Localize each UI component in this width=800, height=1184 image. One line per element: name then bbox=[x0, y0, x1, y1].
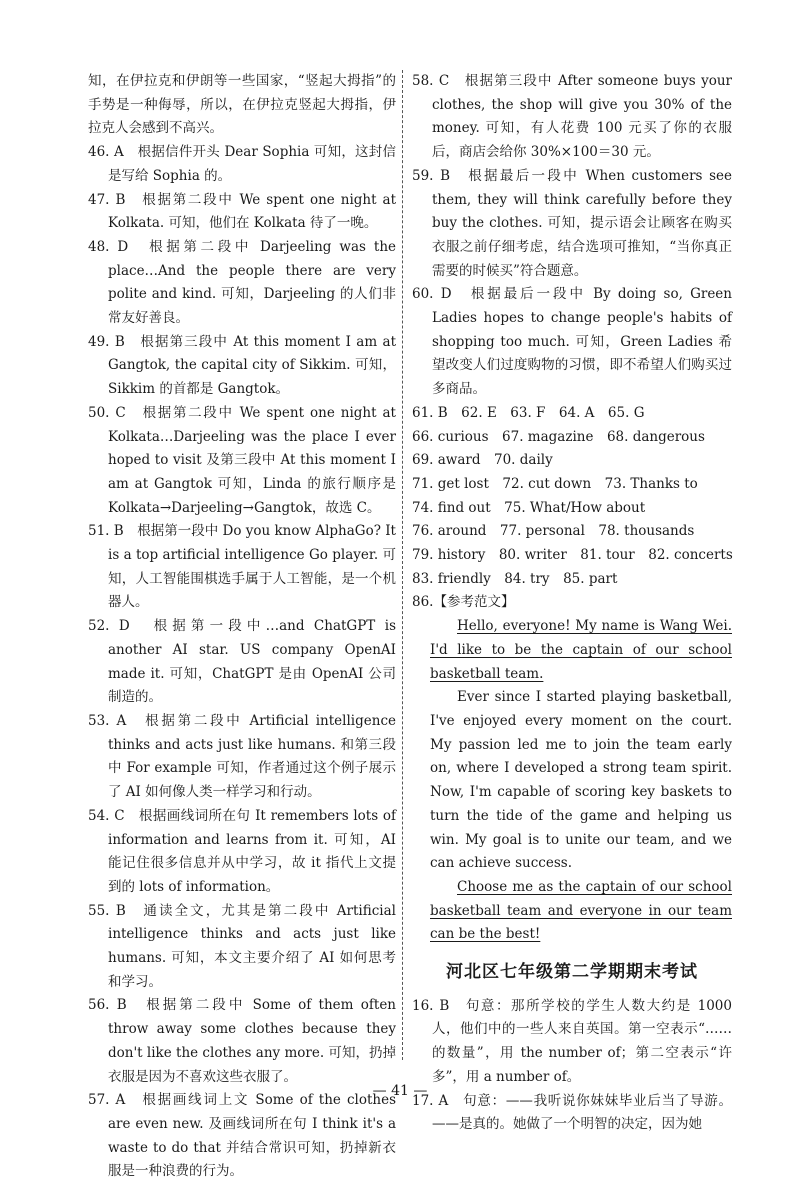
page-number: — 41 — bbox=[372, 1083, 428, 1099]
answer-explanation: 56. B 根据第二段中 Some of them often throw away some clothes because they don't like the clothes any more. 可知，扔掉衣服是因为不喜欢这些衣服了。 bbox=[88, 997, 396, 1085]
answer-explanation: 51. B 根据第一段中 Do you know AlphaGo? It is a top artificial intelligence Go player. 可知，人工智能围棋选手属于人工智能，是一个机器人。 bbox=[88, 523, 396, 611]
answer-row: 61. B 62. E 63. F 64. A 65. G bbox=[412, 404, 645, 421]
answer-row: 71. get lost 72. cut down 73. Thanks to bbox=[412, 475, 698, 492]
answer-explanation: 59. B 根据最后一段中 When customers see them, they will think carefully before they buy the clothes. 可知，提示语会让顾客在购买衣服之前仔细考虑，结合选项可推知，“当你真正需要的时候买”符合题意。 bbox=[412, 167, 732, 279]
left-column bbox=[88, 70, 396, 1180]
answer-explanation: 16. B 句意：那所学校的学生人数大约是 1000 人，他们中的一些人来自英国。第一空表示“……的数量”，用 the number of；第二空表示“许多”，用 a number of。 bbox=[412, 997, 732, 1085]
answer-explanation: 57. A 根据画线词上文 Some of the clothes are even new. 及画线词所在句 I think it's a waste to do that 并结合常识可知，扔掉新衣服是一种浪费的行为。 bbox=[88, 1092, 396, 1180]
answer-explanation: 53. A 根据第二段中 Artificial intelligence thinks and acts just like humans. 和第三段中 For example 可知，作者通过这个例子展示了 AI 如何像人类一样学习和行动。 bbox=[88, 712, 396, 801]
section-title: 河北区七年级第二学期期末考试 bbox=[446, 962, 698, 983]
right-column bbox=[412, 70, 733, 1133]
essay-paragraph: Choose me as the captain of our school basketball team and everyone in our team can be the best! bbox=[430, 878, 732, 943]
answer-explanation: 知，在伊拉克和伊朗等一些国家，“竖起大拇指”的手势是一种侮辱，所以，在伊拉克竖起大拇指，伊拉克人会感到不高兴。 bbox=[88, 73, 396, 137]
answer-row: 69. award 70. daily bbox=[412, 452, 553, 469]
answer-explanation: 48. D 根据第二段中 Darjeeling was the place…And the people there are very polite and kind. 可知，Darjeeling 的人们非常友好善良。 bbox=[88, 238, 396, 327]
essay-label: 86.【参考范文】 bbox=[412, 594, 515, 611]
model-essay bbox=[412, 615, 732, 947]
answer-row: 74. find out 75. What/How about bbox=[412, 499, 646, 516]
answer-explanation: 60. D 根据最后一段中 By doing so, Green Ladies hopes to change people's habits of shopping too much. 可知，Green Ladies 希望改变人们过度购物的习惯，即不希望人们购买过多商品。 bbox=[412, 286, 732, 398]
answer-explanation: 50. C 根据第二段中 We spent one night at Kolkata…Darjeeling was the place I ever hoped to visit 及第三段中 At this moment I am at Gangtok 可知，Linda 的旅行顺序是 Kolkata→Darjeeling→Gangtok，故选 C。 bbox=[88, 404, 396, 516]
right-answer-explanations bbox=[412, 70, 732, 402]
answer-row: 79. history 80. writer 81. tour 82. concerts bbox=[412, 547, 733, 564]
essay-paragraph: Hello, everyone! My name is Wang Wei. I'd like to be the captain of our school basketball team. bbox=[430, 618, 732, 682]
answer-row: 66. curious 67. magazine 68. dangerous bbox=[412, 428, 705, 445]
answer-row: 76. around 77. personal 78. thousands bbox=[412, 523, 695, 540]
answer-explanation: 47. B 根据第二段中 We spent one night at Kolkata. 可知，他们在 Kolkata 待了一晚。 bbox=[88, 191, 396, 232]
column-divider bbox=[402, 70, 403, 1060]
essay-paragraph: Ever since I started playing basketball, I've enjoyed every moment on the court. My passion led me to join the team early on, where I developed a strong team spirit. Now, I'm capable of scoring key baskets to turn the tide of the game and helping us win. My goal is to unite our team, and we can achieve success. bbox=[430, 689, 732, 872]
answer-explanation: 46. A 根据信件开头 Dear Sophia 可知，这封信是写给 Sophia 的。 bbox=[88, 144, 396, 184]
short-answer-list bbox=[412, 402, 732, 592]
next-exam-explanations bbox=[412, 995, 732, 1137]
answer-explanation: 54. C 根据画线词所在句 It remembers lots of information and learns from it. 可知，AI 能记住很多信息并从中学习，故 it 指代上文提到的 lots of information。 bbox=[88, 807, 396, 895]
answer-explanation: 52. D 根据第一段中…and ChatGPT is another AI star. US company OpenAI made it. 可知，ChatGPT 是由 OpenAI 公司制造的。 bbox=[88, 618, 396, 706]
answer-explanation: 55. B 通读全文，尤其是第二段中 Artificial intelligence thinks and acts just like humans. 可知，本文主要介绍了 AI 如何思考和学习。 bbox=[88, 902, 396, 990]
answer-row: 83. friendly 84. try 85. part bbox=[412, 570, 618, 587]
answer-explanation: 17. A 句意：——我听说你妹妹毕业后当了导游。——是真的。她做了一个明智的决定，因为她 bbox=[412, 1092, 732, 1133]
answer-explanation: 49. B 根据第三段中 At this moment I am at Gangtok, the capital city of Sikkim. 可知，Sikkim 的首都是 Gangtok。 bbox=[88, 333, 396, 398]
answer-explanation: 58. C 根据第三段中 After someone buys your clothes, the shop will give you 30% of the money. 可知，有人花费 100 元买了你的衣服后，商店会给你 30%×100＝30 元。 bbox=[412, 73, 732, 161]
